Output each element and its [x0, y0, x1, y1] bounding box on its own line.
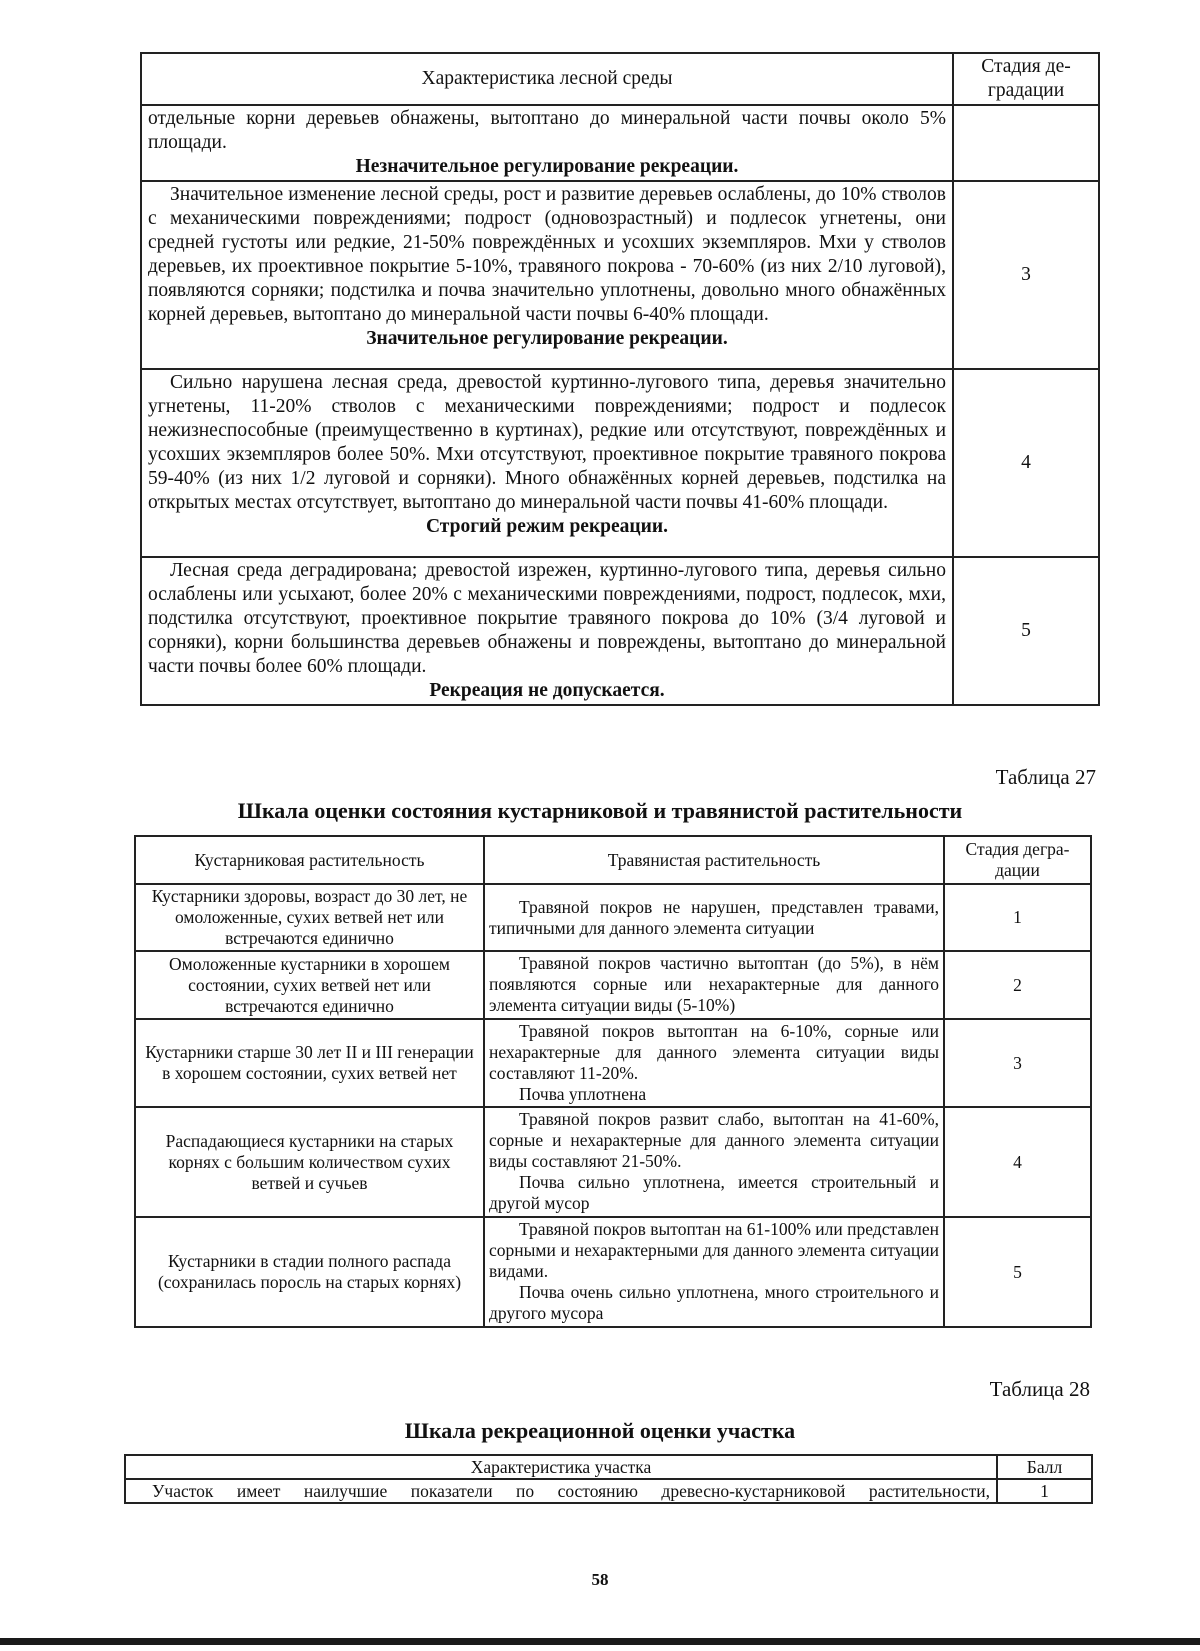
- table-27-caption: Таблица 27: [995, 765, 1096, 789]
- header-characteristic: Характеристика участка: [125, 1455, 997, 1479]
- header-score: Балл: [997, 1455, 1092, 1479]
- grass-cell: [484, 1019, 944, 1107]
- header-grass: Травянистая растительность: [484, 836, 944, 884]
- header-shrub: Кустарниковая растительность: [135, 836, 484, 884]
- description-cell: [141, 105, 953, 181]
- recreation-score-table: [124, 1454, 1093, 1504]
- stage-cell: 5: [944, 1217, 1091, 1327]
- table-row: [141, 369, 1099, 557]
- characteristic-cell: Участок имеет наилучшие показатели по состоянию древесно-кустарниковой растительности,: [125, 1479, 997, 1503]
- grass-text: Травяной покров вытоптан на 61-100% или представлен сорными и нехарактерными для данного элемента ситуации видами.: [489, 1219, 939, 1281]
- regulation-text: Строгий режим рекреации.: [425, 516, 669, 537]
- grass-text: Травяной покров частично вытоптан (до 5%), в нём появляются сорные или нехарактерные для данного элемента ситуации виды (5-10%): [489, 953, 939, 1015]
- grass-cell: [484, 1107, 944, 1217]
- shrub-cell: Распадающиеся кустарники на старых корнях с большим количеством сухих ветвей и сучьев: [135, 1107, 484, 1217]
- grass-text: Травяной покров вытоптан на 6-10%, сорные или нехарактерные для данного элемента ситуации виды составляют 11-20%.: [489, 1021, 939, 1083]
- table-27-title: Шкала оценки состояния кустарниковой и травянистой растительности: [237, 798, 963, 823]
- regulation-text: Незначительное регулирование рекреации.: [355, 156, 739, 177]
- bottom-scan-edge: [0, 1638, 1200, 1645]
- table-row: [125, 1479, 1092, 1503]
- stage-cell: 1: [944, 884, 1091, 951]
- forest-degradation-table: [140, 52, 1100, 706]
- shrub-cell: Кустарники в стадии полного распада (сохранилась поросль на старых корнях): [135, 1217, 484, 1327]
- stage-cell: [953, 105, 1099, 181]
- header-characteristic: Характеристика лесной среды: [141, 53, 953, 105]
- table-row: [135, 884, 1091, 951]
- stage-cell: 4: [944, 1107, 1091, 1217]
- stage-cell: 3: [944, 1019, 1091, 1107]
- table-row: [135, 1217, 1091, 1327]
- description-cell: [141, 181, 953, 369]
- grass-text: Травяной покров не нарушен, представлен травами, типичными для данного элемента ситуации: [489, 896, 939, 938]
- table-row: [141, 105, 1099, 181]
- grass-text-soil: Почва сильно уплотнена, имеется строительный и другой мусор: [489, 1172, 939, 1213]
- vegetation-condition-table: [134, 835, 1092, 1328]
- grass-text-soil: Почва уплотнена: [519, 1084, 647, 1104]
- description-text: отдельные корни деревьев обнажены, вытоптано до минеральной части почвы около 5% площади.: [148, 108, 946, 153]
- score-cell: 1: [997, 1479, 1092, 1503]
- grass-cell: [484, 884, 944, 951]
- stage-cell: 4: [953, 369, 1099, 557]
- table-row: [135, 1107, 1091, 1217]
- page-number: 58: [591, 1570, 609, 1589]
- stage-cell: 5: [953, 557, 1099, 705]
- shrub-cell: Кустарники здоровы, возраст до 30 лет, не омоложенные, сухих ветвей нет или встречаются единично: [135, 884, 484, 951]
- table-row: [141, 557, 1099, 705]
- table-header-row: [135, 836, 1091, 884]
- grass-cell: [484, 1217, 944, 1327]
- description-cell: [141, 369, 953, 557]
- shrub-cell: Омоложенные кустарники в хорошем состоянии, сухих ветвей нет или встречаются единично: [135, 951, 484, 1019]
- grass-text-soil: Почва очень сильно уплотнена, много строительного и другого мусора: [489, 1282, 939, 1323]
- regulation-text: Рекреация не допускается.: [429, 680, 665, 701]
- table-row: [135, 1019, 1091, 1107]
- description-cell: [141, 557, 953, 705]
- table-header-row: [141, 53, 1099, 105]
- shrub-cell: Кустарники старше 30 лет II и III генерации в хорошем состоянии, сухих ветвей нет: [135, 1019, 484, 1107]
- regulation-text: Значительное регулирование рекреации.: [366, 328, 728, 349]
- table-row: [141, 181, 1099, 369]
- description-text: Сильно нарушена лесная среда, древостой куртинно-лугового типа, деревья значительно угнетены, 11-20% стволов с механическими повреждениями; подрост и подлесок нежизнеспособные (преимущественно в куртинах), редкие или отсутствуют, повреждённых и усохших экземпляров более 50%. Мхи отсутствуют, проективное покрытие травяного покрова 59-40% (из них 1/2 луговой и сорняки). Много обнажённых корней деревьев, подстилка на открытых местах отсутствует, вытоптано до минеральной части почвы 41-60% площади.: [148, 372, 946, 513]
- table-header-row: [125, 1455, 1092, 1479]
- stage-cell: 2: [944, 951, 1091, 1019]
- table-28-caption: Таблица 28: [989, 1377, 1090, 1401]
- stage-cell: 3: [953, 181, 1099, 369]
- description-text: Значительное изменение лесной среды, рост и развитие деревьев ослаблены, до 10% стволов с механическими повреждениями; подрост (одновозрастный) и подлесок угнетены, они средней густоты или редкие, 21-50% повреждённых и усохших экземпляров. Мхи у стволов деревьев, их проективное покрытие 5-10%, травяного покрова - 70-60% (из них 2/10 луговой), появляются сорняки; подстилка и почва значительно уплотнены, довольно много обнажённых корней деревьев, вытоптано до минеральной части почвы 6-40% площади.: [148, 184, 946, 325]
- description-text: Лесная среда деградирована; древостой изрежен, куртинно-лугового типа, деревья сильно ослаблены или усыхают, более 20% с механическими повреждениями, подрост, подлесок, мхи, подстилка отсутствуют, проективное покрытие травяного покрова до 10% (3/4 луговой и сорняки), корни большинства деревьев обнажены и повреждены, вытоптано до минеральной части почвы более 60% площади.: [148, 560, 946, 677]
- grass-cell: [484, 951, 944, 1019]
- header-stage: Стадия де-градации: [953, 53, 1099, 105]
- table-28-title: Шкала рекреационной оценки участка: [404, 1418, 796, 1443]
- header-stage: Стадия дегра-дации: [944, 836, 1091, 884]
- table-row: [135, 951, 1091, 1019]
- grass-text: Травяной покров развит слабо, вытоптан на 41-60%, сорные и нехарактерные для данного элемента ситуации виды составляют 21-50%.: [489, 1109, 939, 1171]
